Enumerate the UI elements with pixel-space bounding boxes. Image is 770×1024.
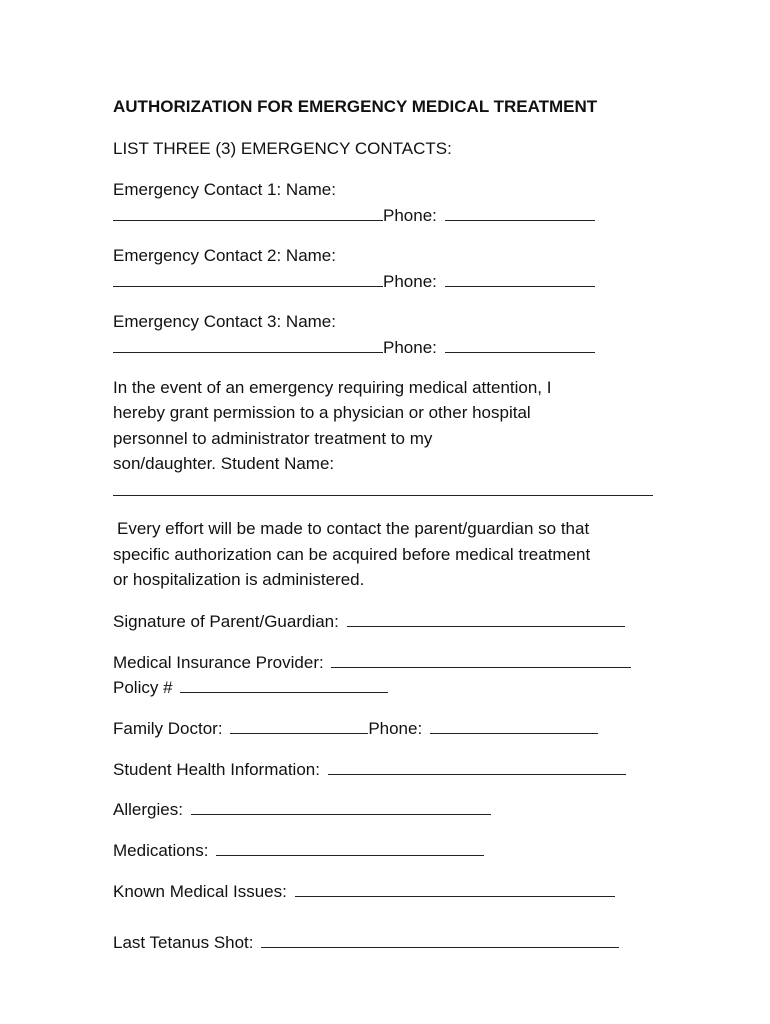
contact-2-phone-field[interactable]: [445, 271, 595, 287]
contact-2-label: Emergency Contact 2: Name:: [113, 246, 336, 265]
health-info-field[interactable]: [328, 759, 626, 775]
contact-3-row: [113, 337, 595, 358]
effort-line-3: or hospitalization is administered.: [113, 570, 365, 589]
permission-line-3: personnel to administrator treatment to my: [113, 429, 433, 448]
known-issues-label: Known Medical Issues:: [113, 882, 287, 901]
allergies-field[interactable]: [191, 799, 491, 815]
tetanus-label: Last Tetanus Shot:: [113, 933, 254, 952]
form-title: AUTHORIZATION FOR EMERGENCY MEDICAL TREATMENT: [113, 97, 598, 116]
student-name-field[interactable]: [113, 480, 653, 496]
contact-3-phone-label: Phone:: [383, 338, 437, 357]
signature-field[interactable]: [347, 611, 625, 627]
doctor-phone-field[interactable]: [430, 718, 598, 734]
insurance-row: [113, 652, 631, 673]
signature-label: Signature of Parent/Guardian:: [113, 612, 339, 631]
known-issues-row: [113, 881, 615, 902]
contact-2-row: [113, 271, 595, 292]
health-info-row: [113, 759, 626, 780]
family-doctor-field[interactable]: [230, 718, 368, 734]
contact-2-phone-label: Phone:: [383, 272, 437, 291]
allergies-row: [113, 799, 491, 820]
allergies-label: Allergies:: [113, 800, 183, 819]
medications-field[interactable]: [216, 840, 484, 856]
insurance-label: Medical Insurance Provider:: [113, 653, 324, 672]
permission-line-4: son/daughter. Student Name:: [113, 454, 335, 473]
effort-line-1: Every effort will be made to contact the parent/guardian so that: [117, 519, 590, 538]
family-doctor-label: Family Doctor:: [113, 719, 223, 738]
student-name-row: [113, 480, 653, 501]
insurance-field[interactable]: [331, 652, 631, 668]
family-doctor-row: [113, 718, 598, 739]
permission-line-1: In the event of an emergency requiring medical attention, I: [113, 378, 552, 397]
known-issues-field[interactable]: [295, 881, 615, 897]
contact-3-name-field[interactable]: [113, 337, 383, 353]
contact-1-phone-field[interactable]: [445, 205, 595, 221]
health-info-label: Student Health Information:: [113, 760, 320, 779]
effort-line-2: specific authorization can be acquired before medical treatment: [113, 545, 591, 564]
medications-label: Medications:: [113, 841, 209, 860]
policy-label: Policy #: [113, 678, 173, 697]
contact-2-name-field[interactable]: [113, 271, 383, 287]
policy-field[interactable]: [180, 677, 388, 693]
contacts-heading: LIST THREE (3) EMERGENCY CONTACTS:: [113, 139, 452, 158]
contact-1-phone-label: Phone:: [383, 206, 437, 225]
permission-line-2: hereby grant permission to a physician or other hospital: [113, 403, 531, 422]
signature-row: [113, 611, 625, 632]
contact-3-phone-field[interactable]: [445, 337, 595, 353]
doctor-phone-label: Phone:: [368, 719, 423, 738]
contact-3-label: Emergency Contact 3: Name:: [113, 312, 336, 331]
contact-1-name-field[interactable]: [113, 205, 383, 221]
tetanus-field[interactable]: [261, 932, 619, 948]
contact-1-label: Emergency Contact 1: Name:: [113, 180, 336, 199]
medications-row: [113, 840, 484, 861]
policy-row: [113, 677, 388, 698]
contact-1-row: [113, 205, 595, 226]
tetanus-row: [113, 932, 619, 953]
